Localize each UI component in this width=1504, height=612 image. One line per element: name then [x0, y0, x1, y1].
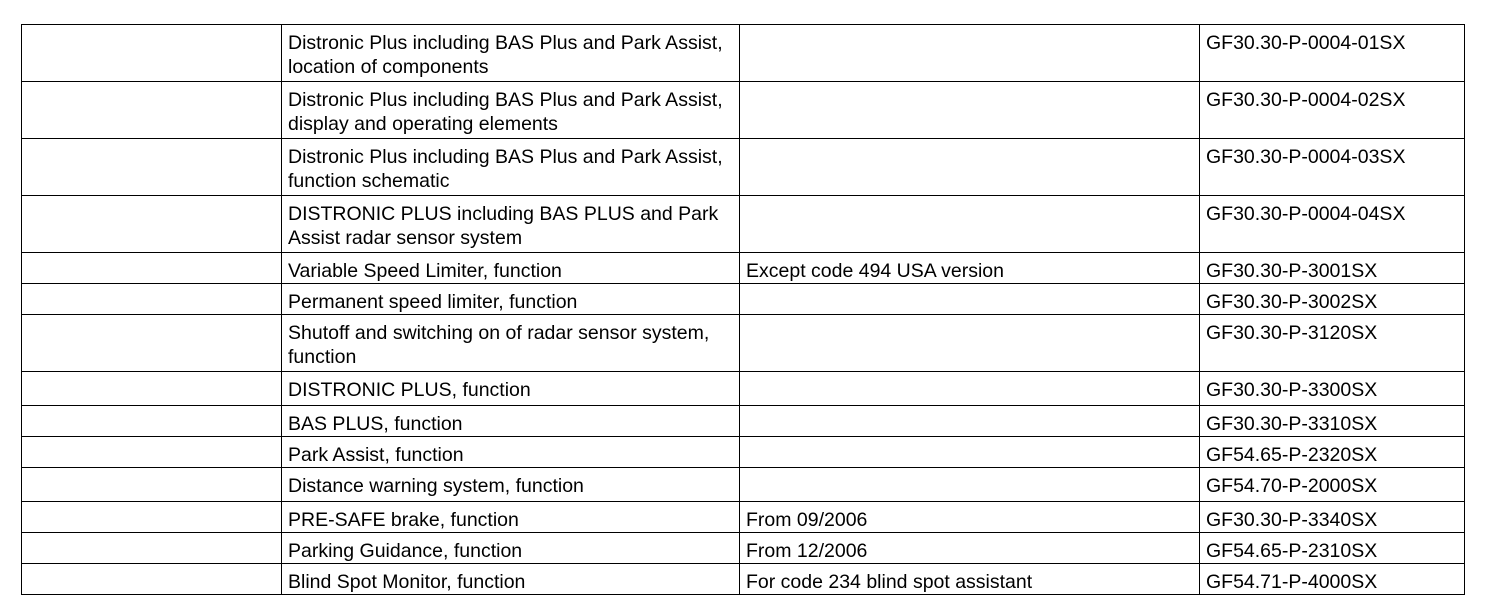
title-cell: DISTRONIC PLUS including BAS PLUS and Park Assist radar sensor system: [282, 196, 740, 253]
table-row: [22, 372, 1465, 406]
title-cell: Distronic Plus including BAS Plus and Park Assist, location of components: [282, 25, 740, 82]
document-table: [21, 24, 1465, 595]
condition-cell: For code 234 blind spot assistant: [740, 564, 1200, 595]
condition-cell: [740, 468, 1200, 502]
title-cell: Distronic Plus including BAS Plus and Park Assist, function schematic: [282, 139, 740, 196]
condition-cell: [740, 82, 1200, 139]
document-code-cell: GF30.30-P-0004-01SX: [1200, 25, 1465, 82]
document-code-cell: GF30.30-P-0004-04SX: [1200, 196, 1465, 253]
category-cell: [22, 437, 282, 468]
title-cell: Parking Guidance, function: [282, 533, 740, 564]
document-code-cell: GF54.70-P-2000SX: [1200, 468, 1465, 502]
document-code-cell: GF30.30-P-3120SX: [1200, 315, 1465, 372]
category-cell: [22, 502, 282, 533]
table-row: [22, 533, 1465, 564]
title-cell: Blind Spot Monitor, function: [282, 564, 740, 595]
condition-cell: [740, 139, 1200, 196]
category-cell: [22, 25, 282, 82]
title-cell: Distance warning system, function: [282, 468, 740, 502]
title-cell: Park Assist, function: [282, 437, 740, 468]
condition-cell: [740, 315, 1200, 372]
condition-cell: Except code 494 USA version: [740, 253, 1200, 284]
condition-cell: [740, 196, 1200, 253]
table-row: [22, 196, 1465, 253]
document-code-cell: GF30.30-P-0004-02SX: [1200, 82, 1465, 139]
title-cell: BAS PLUS, function: [282, 406, 740, 437]
condition-cell: [740, 437, 1200, 468]
condition-cell: [740, 406, 1200, 437]
table-row: [22, 468, 1465, 502]
table-row: [22, 437, 1465, 468]
document-code-cell: GF30.30-P-3002SX: [1200, 284, 1465, 315]
category-cell: [22, 82, 282, 139]
table-row: [22, 564, 1465, 595]
category-cell: [22, 139, 282, 196]
category-cell: [22, 372, 282, 406]
table-row: [22, 406, 1465, 437]
category-cell: [22, 533, 282, 564]
title-cell: DISTRONIC PLUS, function: [282, 372, 740, 406]
document-code-cell: GF54.65-P-2320SX: [1200, 437, 1465, 468]
document-code-cell: GF54.65-P-2310SX: [1200, 533, 1465, 564]
document-code-cell: GF30.30-P-0004-03SX: [1200, 139, 1465, 196]
document-code-cell: GF30.30-P-3300SX: [1200, 372, 1465, 406]
document-code-cell: GF30.30-P-3340SX: [1200, 502, 1465, 533]
condition-cell: From 09/2006: [740, 502, 1200, 533]
category-cell: [22, 406, 282, 437]
category-cell: [22, 253, 282, 284]
category-cell: [22, 564, 282, 595]
document-code-cell: GF30.30-P-3001SX: [1200, 253, 1465, 284]
title-cell: Permanent speed limiter, function: [282, 284, 740, 315]
condition-cell: [740, 372, 1200, 406]
table-row: [22, 284, 1465, 315]
table-row: [22, 502, 1465, 533]
category-cell: [22, 196, 282, 253]
table-row: [22, 253, 1465, 284]
table-row: [22, 315, 1465, 372]
document-code-cell: GF54.71-P-4000SX: [1200, 564, 1465, 595]
title-cell: PRE-SAFE brake, function: [282, 502, 740, 533]
table-row: [22, 139, 1465, 196]
table-row: [22, 25, 1465, 82]
condition-cell: [740, 25, 1200, 82]
category-cell: [22, 468, 282, 502]
title-cell: Distronic Plus including BAS Plus and Park Assist, display and operating elements: [282, 82, 740, 139]
title-cell: Shutoff and switching on of radar sensor system, function: [282, 315, 740, 372]
table-row: [22, 82, 1465, 139]
document-code-cell: GF30.30-P-3310SX: [1200, 406, 1465, 437]
condition-cell: From 12/2006: [740, 533, 1200, 564]
title-cell: Variable Speed Limiter, function: [282, 253, 740, 284]
category-cell: [22, 315, 282, 372]
condition-cell: [740, 284, 1200, 315]
category-cell: [22, 284, 282, 315]
